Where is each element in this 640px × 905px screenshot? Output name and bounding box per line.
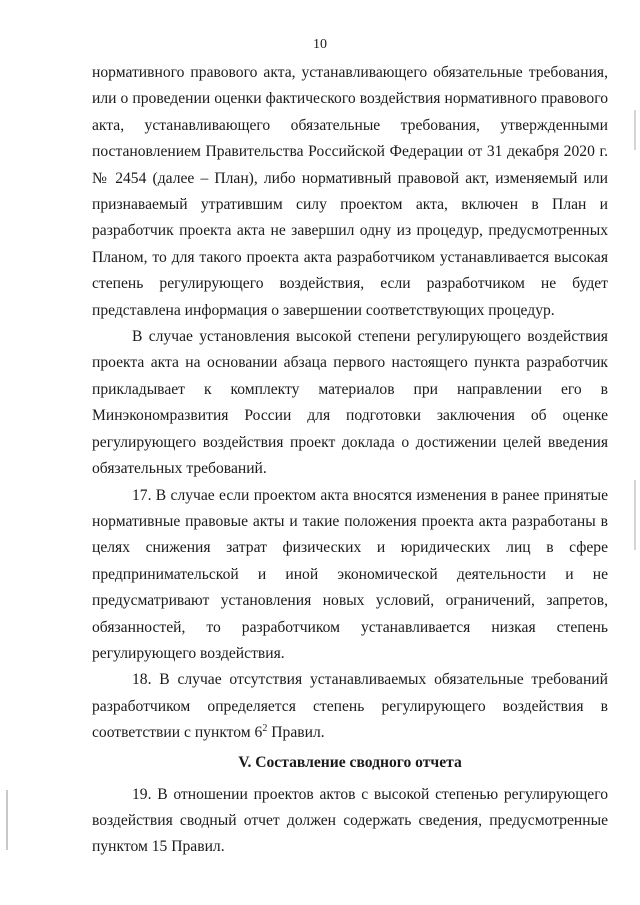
scan-edge-mark-left [6, 790, 8, 850]
page-number: 10 [313, 37, 327, 52]
paragraph-item-18-text: 18. В случае отсутствия устанавливаемых обязательные требований разработчиком определяется степень регулирующего воздействия в соответствии с пунктом 6 [92, 671, 608, 742]
paragraph-high-impact-report: В случае установления высокой степени регулирующего воздействия проекта акта на основании абзаца первого настоящего пункта разработчик прикладывает к комплекту материалов при направлении его в Минэкономразвития России для подготовки заключения об оценке регулирующего воздействия проект доклада о достижении целей введения обязательных требований. [92, 328, 608, 478]
document-body [92, 60, 608, 861]
superscript-number: 2 [262, 722, 268, 734]
paragraph-item-18 [92, 667, 608, 746]
paragraph-item-19: 19. В отношении проектов актов с высокой степенью регулирующего воздействия сводный отчет должен содержать сведения, предусмотренные пунктом 15 Правил. [92, 785, 608, 856]
scan-edge-mark-right-middle [634, 480, 636, 550]
paragraph-item-18-tail: Правил. [267, 724, 325, 742]
paragraph-continued: нормативного правового акта, устанавливающего обязательные требования, или о проведении оценки фактического воздействия нормативного правового акта, устанавливающего обязательные требования, утвержденными постановлением Правительства Российской Федерации от 31 декабря 2020 г. № 2454 (далее – План), либо нормативный правовой акт, изменяемый или признаваемый утратившим силу проектом акта, включен в План и разработчик проекта акта не завершил одну из процедур, предусмотренных Планом, то для такого проекта акта разработчиком устанавливается высокая степень регулирующего воздействия, если разработчиком не будет представлена информация о завершении соответствующих процедур. [92, 64, 608, 319]
section-heading: V. Составление сводного отчета [238, 753, 462, 771]
paragraph-item-17: 17. В случае если проектом акта вносятся изменения в ранее принятые нормативные правовые акты и такие положения проекта акта разработаны в целях снижения затрат физических и юридических лиц в сфере предпринимательской и иной экономической деятельности и не предусматривают установления новых условий, ограничений, запретов, обязанностей, то разработчиком устанавливается низкая степень регулирующего воздействия. [92, 486, 608, 662]
scan-edge-mark-right-top [634, 110, 636, 150]
